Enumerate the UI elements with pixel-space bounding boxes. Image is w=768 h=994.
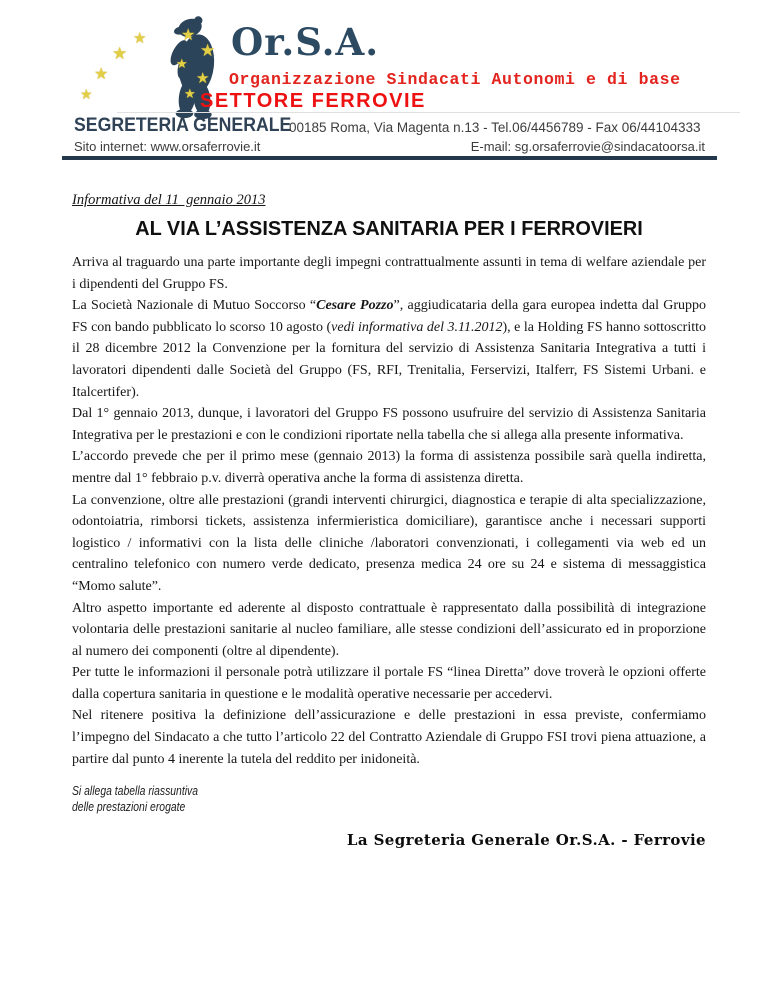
text-run: Dal 1° gennaio 2013, dunque, i lavoratori del Gruppo FS possono usufruire del servizio di Assistenza Sanitaria Integrativa per le prestazioni e con le condizioni riportate nella tabella che si allega alla presente informativa. [72,406,706,443]
signature: La Segreteria Generale Or.S.A. - Ferrovie [346,831,706,850]
star-icon: ★ [176,57,188,72]
document-title: AL VIA L’ASSISTENZA SANITARIA PER I FERROVIERI [135,217,643,240]
star-icon: ★ [133,29,147,47]
text-run: ”, aggiudicataria della gara europea indetta dal Gruppo FS con bando pubblicato lo scorso 10 agosto ( [72,298,706,335]
paragraph-6 [72,598,706,663]
text-run: La convenzione, oltre alle prestazioni (grandi interventi chirurgici, diagnostica e terapie di alta specializzazione, odontoiatria, rimborsi tickets, assistenza infermieristica domiciliare), garantisce anche i necessari supporti logistico / informativi con la lista delle cliniche /laboratori convenzionati, i collegamenti via web ed un centralino telefonico con numero verde dedicato, presenza medica 24 ore su 24 e sistema di messaggistica “Momo salute”. [72,492,706,594]
text-run: Altro aspetto importante ed aderente al disposto contrattuale è rappresentato dalla possibilità di integrazione volontaria delle prestazioni sanitarie al nucleo familiare, alle stesse condizioni dell’assicurato ed in proporzione al numero dei componenti (oltre al dipendente). [72,600,706,659]
attachment-note [72,783,579,815]
text-run: ), e la Holding FS hanno sottoscritto il 28 dicembre 2012 la Convenzione per la fornitura del servizio di Assistenza Sanitaria Integrativa a tutti i lavoratori dipendenti dalle Società del Gruppo (FS, RFI, Trenitalia, Ferservizi, Italferr, FS Sistemi Urbani. e Italcertifer). [72,319,706,400]
star-icon: ★ [112,44,128,64]
attachment-note-line: delle prestazioni erogate [72,799,186,815]
paragraph-8 [72,705,706,770]
star-icon: ★ [181,25,196,44]
letterhead [0,0,768,166]
website-line: Sito internet: www.orsaferrovie.it [74,139,261,154]
text-run-italic: vedi informativa del 3.11.2012 [331,319,503,335]
star-icon: ★ [80,87,93,103]
star-icon: ★ [94,64,109,83]
text-run: La Società Nazionale di Mutuo Soccorso “ [72,298,317,314]
header-rule [62,156,717,160]
org-subtitle: Organizzazione Sindacati Autonomi e di base [229,70,681,89]
text-run-bold-italic: Cesare Pozzo [316,298,394,314]
paragraph-5 [72,490,706,598]
document-body [72,192,706,849]
sector-title: SETTORE FERROVIE [200,90,426,112]
text-run: Nel ritenere positiva la definizione dell’assicurazione e delle prestazioni in essa previste, confermiamo l’impegno del Sindacato a che tutto l’articolo 22 del Contratto Aziendale di Gruppo FSI trovi piena attuazione, a partire dal punto 4 inerente la tutela del reddito per inidoneità. [72,708,706,767]
paragraph-3 [72,403,706,446]
text-run: Per tutte le informazioni il personale potrà utilizzare il portale FS “linea Diretta” dove troverà le opzioni offerte dalla copertura sanitaria in questione e le modalità operative necessarie per accedervi. [72,665,706,702]
star-icon: ★ [196,69,210,87]
paragraph-4 [72,446,706,489]
star-icon: ★ [200,41,216,61]
attachment-note-line: Si allega tabella riassuntiva [72,783,199,799]
office-name: SEGRETERIA GENERALE [74,115,292,136]
paragraph-7 [72,662,706,705]
divider-line [117,112,740,113]
address-line: 00185 Roma, Via Magenta n.13 - Tel.06/4456789 - Fax 06/44104333 [289,120,701,135]
org-name: Or.S.A. [231,20,380,64]
star-icon: ★ [184,87,196,102]
email-line: E-mail: sg.orsaferrovie@sindacatoorsa.it [470,139,705,154]
text-run: L’accordo prevede che per il primo mese (gennaio 2013) la forma di assistenza possibile sarà quella indiretta, mentre dal 1° febbraio p.v. diverrà operativa anche la forma di assistenza diretta. [72,449,706,486]
paragraph-2 [72,295,706,403]
text-run: Arriva al traguardo una parte importante degli impegni contrattualmente assunti in tema di welfare aziendale per i dipendenti del Gruppo FS. [72,255,706,292]
paragraph-1 [72,252,706,295]
date-line: Informativa del 11 gennaio 2013 [72,192,266,208]
